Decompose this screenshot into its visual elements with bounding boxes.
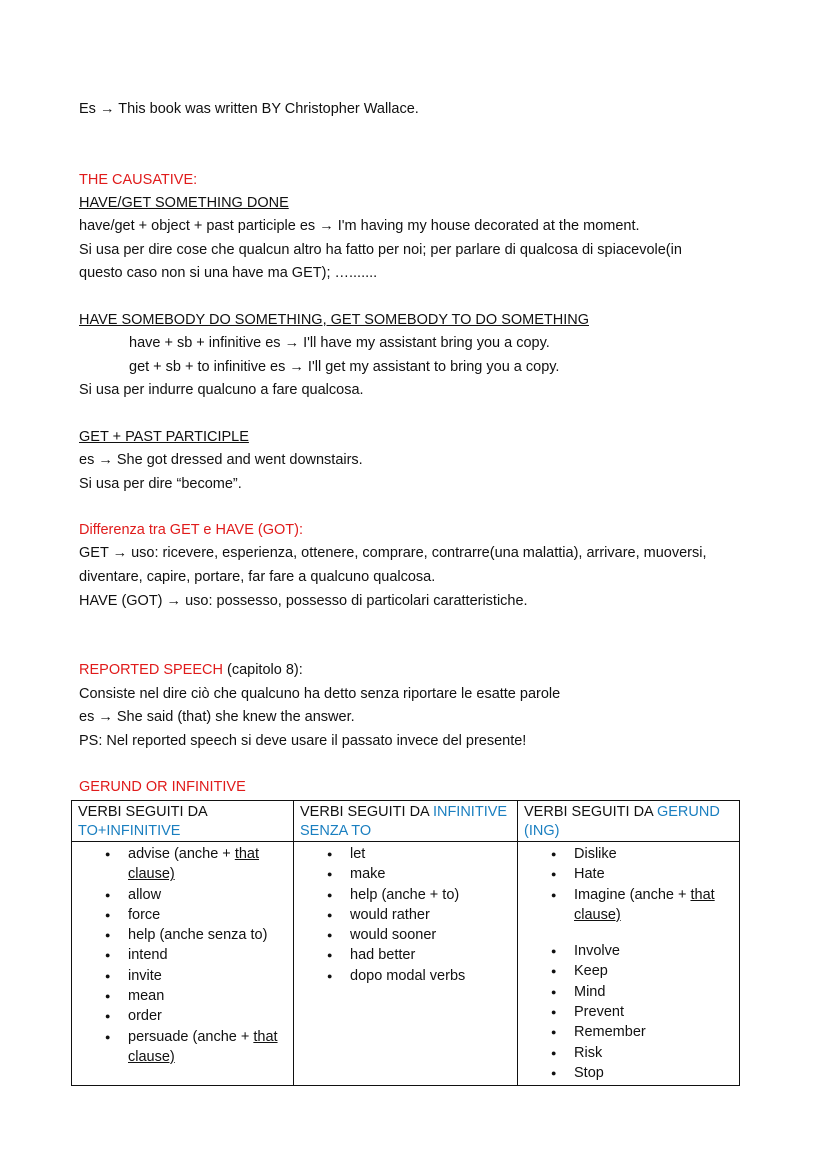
gerund-heading: GERUND OR INFINITIVE	[79, 779, 246, 795]
header-text: VERBI SEGUITI DA	[300, 804, 433, 820]
reported-desc: Consiste nel dire ciò che qualcuno ha detto senza riportare le esatte parole	[79, 686, 561, 702]
list-item: ● invite	[128, 966, 293, 986]
list-item: ● would rather	[350, 905, 517, 925]
list-item: ● Risk	[574, 1043, 739, 1063]
list-item: ● make	[350, 864, 517, 884]
difference-heading: Differenza tra GET e HAVE (GOT):	[79, 522, 304, 538]
list-item: ● mean	[128, 986, 293, 1006]
causative-rule-2a: have + sb + infinitive es → I'll have my assistant bring you a copy.	[129, 335, 550, 351]
list-item: ● let	[350, 844, 517, 864]
difference-get-b: diventare, capire, portare, far fare a qualcuno qualcosa.	[79, 569, 436, 585]
list-spacer	[574, 925, 739, 941]
header-text: VERBI SEGUITI DA	[524, 804, 657, 820]
list-item: ● had better	[350, 945, 517, 965]
difference-have: HAVE (GOT) → uso: possesso, possesso di particolari caratteristiche.	[79, 593, 528, 609]
causative-example-3: es → She got dressed and went downstairs.	[79, 452, 363, 468]
list-item: ● allow	[128, 885, 293, 905]
list-item: ● would sooner	[350, 925, 517, 945]
reported-title: REPORTED SPEECH	[79, 662, 223, 678]
list-item: ● persuade (anche + that clause)	[128, 1027, 293, 1068]
difference-get-a: GET → uso: ricevere, esperienza, ottenere, comprare, contrarre(una malattia), arrivare, muoversi,	[79, 545, 707, 561]
causative-desc-1b: questo caso non si una have ma GET); ….......	[79, 265, 378, 281]
causative-desc-3: Si usa per dire “become”.	[79, 476, 242, 492]
header-highlight: TO+INFINITIVE	[78, 823, 181, 839]
list-item: ● Remember	[574, 1022, 739, 1042]
list-item: ● Stop	[574, 1063, 739, 1083]
list-item: ● Prevent	[574, 1002, 739, 1022]
list-item: ● order	[128, 1006, 293, 1026]
table-column-gerund	[518, 801, 739, 1085]
causative-rule-2b: get + sb + to infinitive es → I'll get my assistant to bring you a copy.	[129, 359, 560, 375]
verb-list	[518, 844, 739, 1083]
list-item: ● dopo modal verbs	[350, 966, 517, 986]
header-text: VERBI SEGUITI DA	[78, 804, 208, 820]
reported-chapter: (capitolo 8):	[222, 662, 303, 678]
verb-list	[72, 844, 293, 1067]
list-item: ● intend	[128, 945, 293, 965]
list-item: ● Dislike	[574, 844, 739, 864]
causative-rule-1: have/get + object + past participle es → I'm having my house decorated at the moment.	[79, 218, 640, 234]
list-item: ● Hate	[574, 864, 739, 884]
table-column-infinitive-senza-to	[294, 801, 518, 1085]
list-item: ● advise (anche + that clause)	[128, 844, 293, 885]
verb-list	[294, 844, 517, 986]
reported-heading	[79, 660, 303, 680]
causative-subheading-1: HAVE/GET SOMETHING DONE	[79, 195, 289, 211]
passive-example: Es → This book was written BY Christopher Wallace.	[79, 101, 419, 117]
list-item: ● Imagine (anche + that clause)	[574, 885, 739, 926]
column-header	[72, 801, 293, 842]
causative-subheading-3: GET + PAST PARTICIPLE	[79, 429, 249, 445]
column-header	[294, 801, 517, 842]
causative-desc-2: Si usa per indurre qualcuno a fare qualcosa.	[79, 382, 364, 398]
causative-subheading-2: HAVE SOMEBODY DO SOMETHING, GET SOMEBODY TO DO SOMETHING	[79, 312, 589, 328]
causative-heading: THE CAUSATIVE:	[79, 172, 198, 188]
list-item: ● help (anche + to)	[350, 885, 517, 905]
list-item: ● Involve	[574, 941, 739, 961]
reported-ps: PS: Nel reported speech si deve usare il passato invece del presente!	[79, 733, 527, 749]
table-column-to-infinitive	[72, 801, 294, 1085]
header-highlight: GERUND (ING)	[524, 804, 720, 839]
list-item: ● help (anche senza to)	[128, 925, 293, 945]
reported-example: es → She said (that) she knew the answer.	[79, 709, 355, 725]
list-item: ● force	[128, 905, 293, 925]
list-item: ● Keep	[574, 961, 739, 981]
header-highlight: INFINITIVE SENZA TO	[300, 804, 508, 839]
list-item: ● Mind	[574, 982, 739, 1002]
verbs-table	[71, 800, 740, 1086]
column-header	[518, 801, 739, 842]
causative-desc-1a: Si usa per dire cose che qualcun altro ha fatto per noi; per parlare di qualcosa di spiacevole(in	[79, 242, 682, 258]
